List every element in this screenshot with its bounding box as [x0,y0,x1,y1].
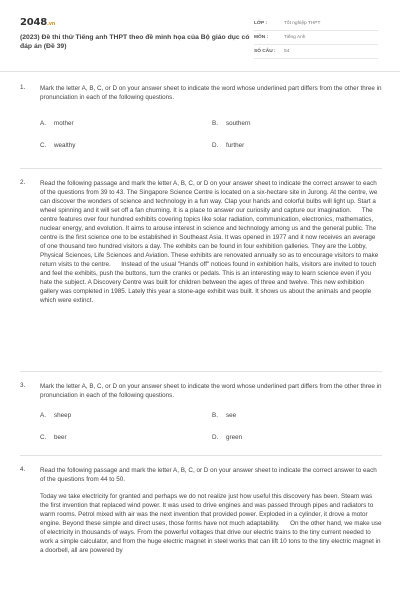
option-text: further [226,141,245,149]
question-number: 2. [20,179,26,186]
question-2 [20,177,382,372]
site-logo[interactable] [20,17,55,28]
question-1 [20,82,382,169]
question-passage [40,179,382,305]
meta-value: Tiếng Anh [284,35,306,40]
meta-row-class [254,17,378,31]
option-letter: D. [212,433,219,441]
meta-label: SỐ CÂU : [254,49,276,54]
option-text: southern [226,119,251,127]
question-list [20,82,382,555]
options-grid [40,404,382,448]
option-letter: B. [212,411,218,419]
question-prompt: Mark the letter A, B, C, or D on your answer sheet to indicate the word whose underlined part differs from the other three in pronunciation in each of the following questions. [40,85,382,101]
option-c[interactable] [40,134,212,156]
option-text: wealthy [54,141,76,149]
question-4 [20,458,382,555]
option-text: green [226,433,243,441]
page-title: (2023) Đề thi thử Tiếng anh THPT theo đề minh họa của Bộ giáo dục có đáp án (Đề 39) [20,34,250,50]
meta-value: Tốt nghiệp THPT [284,21,321,26]
option-text: see [226,411,237,419]
option-letter: D. [212,141,219,149]
question-prompt: Read the following passage and mark the letter A, B, C, or D on your answer sheet to indicate the correct answer to each of the questions from 44 to 50. [40,467,377,483]
options-grid [40,112,382,156]
reading-passage: The Singapore Science Centre is located on a six-hectare site in Jurong. At the centre, we can discover the wonders of science and technology in a fun way. Clap your hands and colorful bulbs will light up. Start a wheel spinning and it will set off a fan churning. It is a place to answer our curiosity and capture our imagination. The centre features over four hundred exhibits covering topics like solar radiation, communication, electronics, mathematics, nuclear energy, and evolution. It aims to arouse interest in science and technology among us and the general public. The centre is the first science one to be established in Southeast Asia. It was opened in 1977 and it now receives an average of one thousand two hundred visitors a day. The exhibits can be found in four exhibition galleries. They are the Lobby, Physical Sciences, Life Sciences and Aviation. These exhibits are renovated annually so as to encourage visitors to make return visits to the centre. Instead of the usual "Hands off" notices found in exhibition halls, visitors are invited to touch and feel the exhibits, push the buttons, turn the cranks or pedals. This is an interesting way to learn science even if you hate the subject. A Discovery Centre was built for children between the ages of three and twelve. This new exhibition gallery was completed in 1985. Lately this year a stone-age exhibit was built. It shows us about the animals and people which were extinct. [40,189,380,304]
reading-passage: Today we take electricity for granted and perhaps we do not realize just how useful this discovery has been. Steam was the first invention that replaced wind power. It was used to drive engines and was passed through pipes and radiators to warm rooms. Petrol mixed with air was the next invention that provided power. Exploded in a cylinder, it drove a motor engine. Beyond these simple and direct uses, those forms have not much adaptability. On the other hand, we make use of electricity in thousands of ways. From the powerful voltages that drive our electric trains to the tiny current needed to work a simple calculator, and from the huge electric magnet in steel works that can lift 10 tons to the tiny electric magnet in a doorbell, all are powered by [40,493,384,554]
question-number: 1. [20,84,26,91]
logo-sub: .vn [47,21,56,27]
question-prompt: Read the following passage and mark the letter A, B, C, or D on your answer sheet to indicate the correct answer to each of the questions from 39 to 43. [40,180,377,196]
meta-label: MÔN : [254,35,269,40]
option-b[interactable] [212,404,384,426]
option-letter: A. [40,411,46,419]
meta-row-subject [254,31,378,45]
meta-row-count [254,45,378,59]
option-letter: A. [40,119,46,127]
logo-main: 2048 [20,17,48,28]
option-a[interactable] [40,112,212,134]
option-d[interactable] [212,426,384,448]
option-letter: B. [212,119,218,127]
exam-meta [254,17,378,59]
meta-label: LỚP : [254,21,268,26]
option-d[interactable] [212,134,384,156]
option-a[interactable] [40,404,212,426]
option-text: beer [54,433,67,441]
meta-value: 54 [284,49,290,54]
option-b[interactable] [212,112,384,134]
option-text: mother [54,119,74,127]
option-c[interactable] [40,426,212,448]
question-prompt: Mark the letter A, B, C, or D on your answer sheet to indicate the word whose underlined part differs from the other three in pronunciation in each of the following questions. [40,383,382,399]
option-text: sheep [54,411,72,419]
page-header [0,0,400,72]
question-number: 3. [20,382,26,389]
option-letter: C. [40,433,47,441]
question-3 [20,378,382,456]
option-letter: C. [40,141,47,149]
question-number: 4. [20,466,26,473]
